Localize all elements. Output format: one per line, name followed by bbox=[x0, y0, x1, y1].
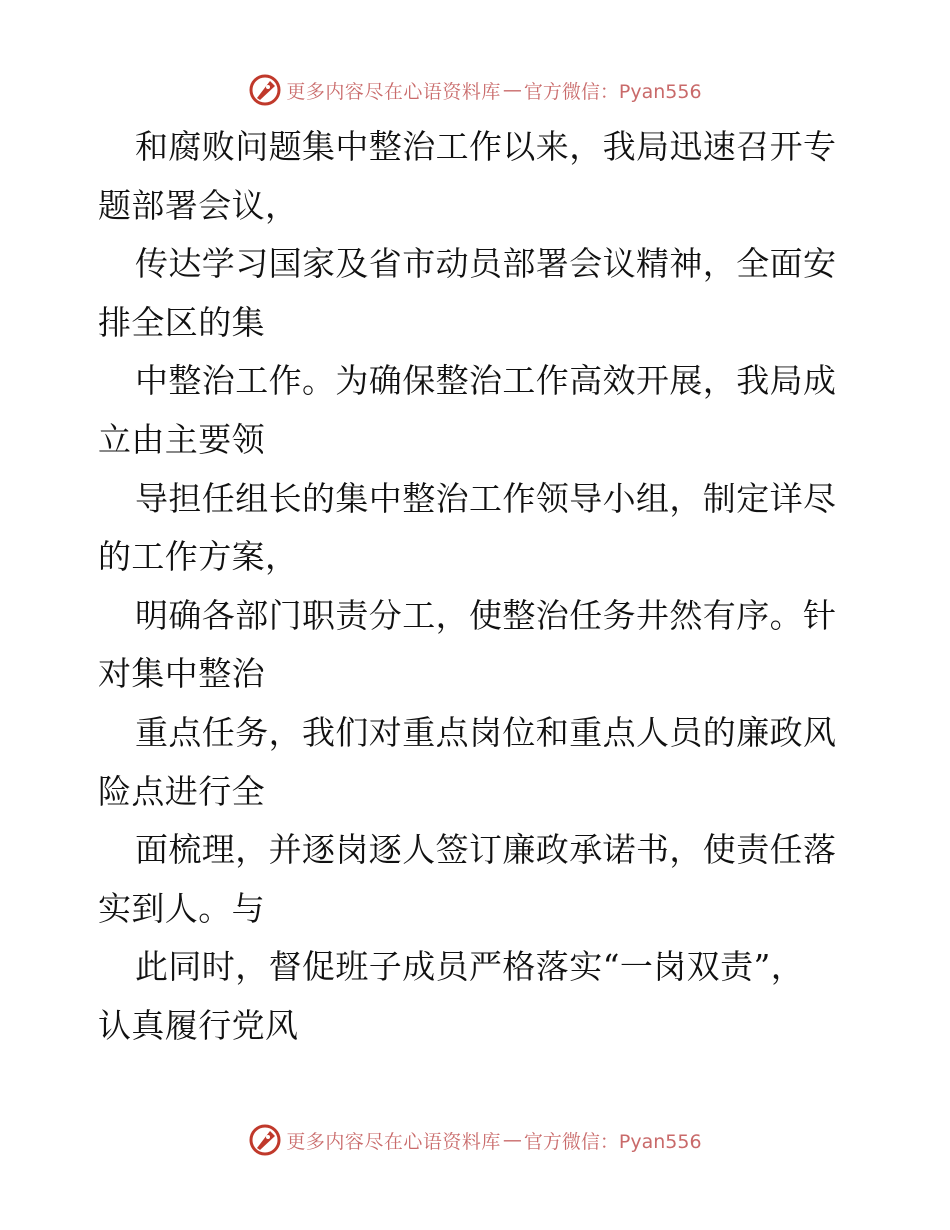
pen-nib-logo-icon bbox=[248, 1123, 282, 1157]
banner-wechat-text: 官方微信：Pyan556 bbox=[523, 1130, 702, 1153]
document-body bbox=[98, 118, 858, 1056]
banner-separator: — bbox=[502, 1129, 522, 1151]
body-line: 和腐败问题集中整治工作以来，我局迅速召开专 bbox=[135, 127, 837, 166]
body-line: 此同时，督促班子成员严格落实“一岗双责”， bbox=[135, 947, 805, 987]
body-line: 对集中整治 bbox=[98, 654, 265, 694]
body-line: 险点进行全 bbox=[98, 771, 265, 811]
body-line: 面梳理，并逐岗逐人签订廉政承诺书，使责任落 bbox=[135, 830, 837, 870]
body-line: 传达学习国家及省市动员部署会议精神，全面安 bbox=[135, 244, 837, 284]
body-line: 题部署会议， bbox=[98, 185, 299, 225]
body-line: 明确各部门职责分工，使整治任务井然有序。针 bbox=[135, 595, 837, 635]
banner-brand-text: 更多内容尽在心语资料库 bbox=[286, 80, 501, 103]
body-line: 重点任务，我们对重点岗位和重点人员的廉政风 bbox=[135, 712, 837, 752]
body-line: 导担任组长的集中整治工作领导小组，制定详尽 bbox=[135, 478, 837, 518]
body-line: 的工作方案， bbox=[98, 537, 299, 577]
banner-wechat-text: 官方微信：Pyan556 bbox=[523, 80, 702, 103]
footer-banner bbox=[0, 1120, 950, 1160]
body-line: 排全区的集 bbox=[98, 302, 265, 342]
body-line: 中整治工作。为确保整治工作高效开展，我局成 bbox=[135, 361, 837, 401]
body-line: 认真履行党风 bbox=[98, 1005, 299, 1045]
body-line: 立由主要领 bbox=[98, 419, 265, 459]
banner-brand-text: 更多内容尽在心语资料库 bbox=[286, 1130, 501, 1153]
banner-separator: — bbox=[502, 79, 522, 101]
header-banner bbox=[0, 70, 950, 110]
body-line: 实到人。与 bbox=[98, 888, 265, 928]
pen-nib-logo-icon bbox=[248, 73, 282, 107]
